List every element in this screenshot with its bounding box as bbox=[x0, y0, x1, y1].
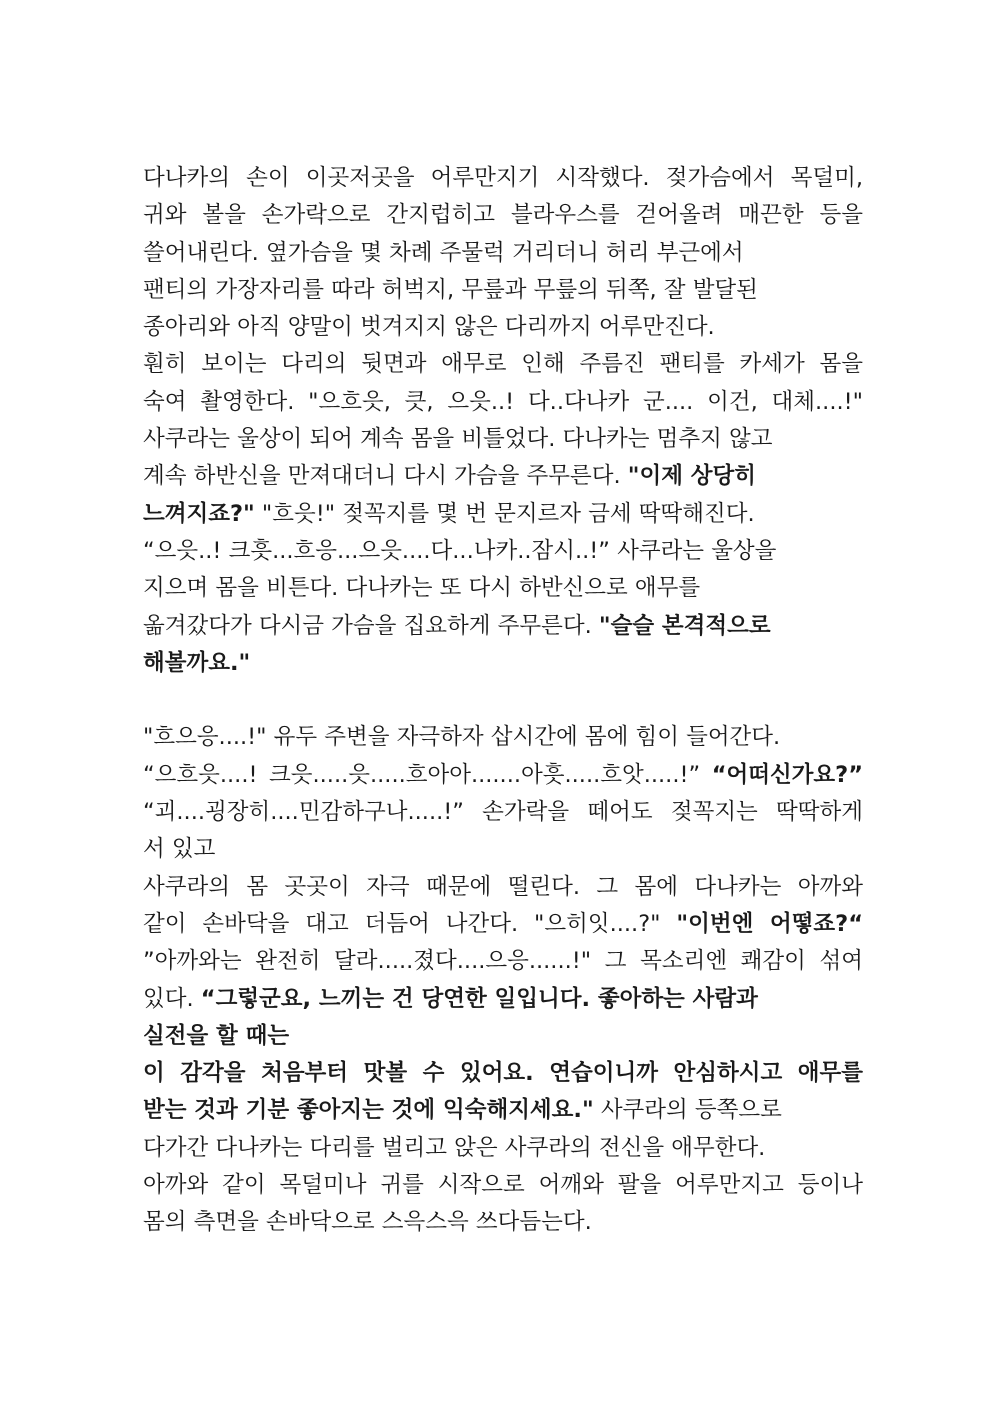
text-line bbox=[143, 906, 863, 943]
text-run: 서 있고 bbox=[143, 836, 216, 863]
text-line bbox=[143, 981, 863, 1018]
text-line bbox=[143, 869, 863, 906]
text-run: 지으며 몸을 비튼다. 다나카는 또 다시 하반신으로 애무를 bbox=[143, 575, 701, 602]
text-line bbox=[143, 384, 863, 421]
bold-dialogue: “어떠신가요?” bbox=[711, 761, 863, 788]
text-line bbox=[143, 1018, 863, 1055]
text-run: "흐읏!" 젖꼭지를 몇 번 문지르자 금세 딱딱해진다. bbox=[254, 500, 755, 527]
text-line bbox=[143, 719, 863, 756]
text-run: 계속 하반신을 만져대더니 다시 가슴을 주무른다. bbox=[143, 463, 628, 490]
text-line bbox=[143, 197, 863, 234]
text-run: 사쿠라는 울상이 되어 계속 몸을 비틀었다. 다나카는 멈추지 않고 bbox=[143, 426, 773, 453]
text-run: 다가간 다나카는 다리를 벌리고 앉은 사쿠라의 전신을 애무한다. bbox=[143, 1134, 766, 1161]
text-line bbox=[143, 346, 863, 383]
text-line bbox=[143, 160, 863, 197]
text-run: 아까와 같이 목덜미나 귀를 시작으로 어깨와 팔을 어루만지고 등이나 bbox=[143, 1172, 863, 1199]
text-line bbox=[143, 608, 863, 645]
text-run: 같이 손바닥을 대고 더듬어 나간다. "으히잇....?" bbox=[143, 910, 677, 937]
bold-dialogue: 해볼까요." bbox=[143, 649, 251, 676]
body-text bbox=[143, 160, 863, 1242]
text-line bbox=[143, 757, 863, 794]
text-line bbox=[143, 309, 863, 346]
bold-dialogue: "슬슬 본격적으로 bbox=[598, 612, 771, 639]
text-run: 사쿠라의 몸 곳곳이 자극 때문에 떨린다. 그 몸에 다나카는 아까와 bbox=[143, 873, 863, 900]
text-run: 팬티의 가장자리를 따라 허벅지, 무릎과 무릎의 뒤쪽, 잘 발달된 bbox=[143, 276, 758, 303]
text-run: ”아까와는 완전히 달라.....졌다....으응......!" 그 목소리엔 쾌감이 섞여 bbox=[143, 948, 863, 975]
bold-dialogue: 이 감각을 처음부터 맛볼 수 있어요. 연습이니까 안심하시고 애무를 bbox=[143, 1060, 863, 1087]
text-run: 훤히 보이는 다리의 뒷면과 애무로 인해 주름진 팬티를 카세가 몸을 bbox=[143, 351, 863, 378]
text-run: “괴....굉장히....민감하구나.....!” 손가락을 떼어도 젖꼭지는 딱딱하게 bbox=[143, 799, 863, 826]
text-run: 다나카의 손이 이곳저곳을 어루만지기 시작했다. 젖가슴에서 목덜미, bbox=[143, 165, 863, 191]
paragraph-break bbox=[143, 682, 863, 719]
text-run: 사쿠라의 등쪽으로 bbox=[593, 1097, 782, 1124]
bold-dialogue: 느껴지죠?" bbox=[143, 500, 255, 527]
text-line bbox=[143, 1055, 863, 1092]
bold-dialogue: "이번엔 어떻죠?“ bbox=[676, 910, 863, 937]
text-line bbox=[143, 831, 863, 868]
text-line bbox=[143, 794, 863, 831]
text-line bbox=[143, 496, 863, 533]
text-line bbox=[143, 1167, 863, 1204]
text-run: 몸의 측면을 손바닥으로 스윽스윽 쓰다듬는다. bbox=[143, 1209, 592, 1236]
text-line bbox=[143, 235, 863, 272]
text-run: "흐으응....!" 유두 주변을 자극하자 삽시간에 몸에 힘이 들어간다. bbox=[143, 724, 781, 751]
text-run: 옮겨갔다가 다시금 가슴을 집요하게 주무른다. bbox=[143, 612, 599, 639]
text-run: 귀와 볼을 손가락으로 간지럽히고 블라우스를 걷어올려 매끈한 등을 bbox=[143, 202, 863, 229]
text-line bbox=[143, 533, 863, 570]
text-run: “으흐읏....! 크읏.....읏.....흐아아.......아흣.....흐앗.....!” bbox=[143, 761, 712, 788]
text-line bbox=[143, 272, 863, 309]
text-line bbox=[143, 1130, 863, 1167]
text-line bbox=[143, 458, 863, 495]
text-line bbox=[143, 645, 863, 682]
text-line bbox=[143, 570, 863, 607]
bold-dialogue: 받는 것과 기분 좋아지는 것에 익숙해지세요." bbox=[143, 1097, 594, 1124]
bold-dialogue: “그렇군요, 느끼는 건 당연한 일입니다. 좋아하는 사람과 bbox=[200, 985, 758, 1012]
text-line bbox=[143, 421, 863, 458]
bold-dialogue: 실전을 할 때는 bbox=[143, 1022, 290, 1049]
text-run: 쓸어내린다. 옆가슴을 몇 차례 주물럭 거리더니 허리 부근에서 bbox=[143, 239, 744, 266]
text-run: “으읏..! 크흣...흐응...으읏....다...나카..잠시..!” 사쿠라는 울상을 bbox=[143, 537, 777, 564]
text-run: 종아리와 아직 양말이 벗겨지지 않은 다리까지 어루만진다. bbox=[143, 314, 715, 341]
text-run: 숙여 촬영한다. "으흐읏, 큿, 으읏..! 다..다나카 군.... 이건, 대체....!" bbox=[143, 388, 863, 415]
text-line bbox=[143, 1204, 863, 1241]
bold-dialogue: "이제 상당히 bbox=[627, 463, 756, 490]
text-run: 있다. bbox=[143, 985, 201, 1012]
text-line bbox=[143, 1092, 863, 1129]
text-line bbox=[143, 943, 863, 980]
